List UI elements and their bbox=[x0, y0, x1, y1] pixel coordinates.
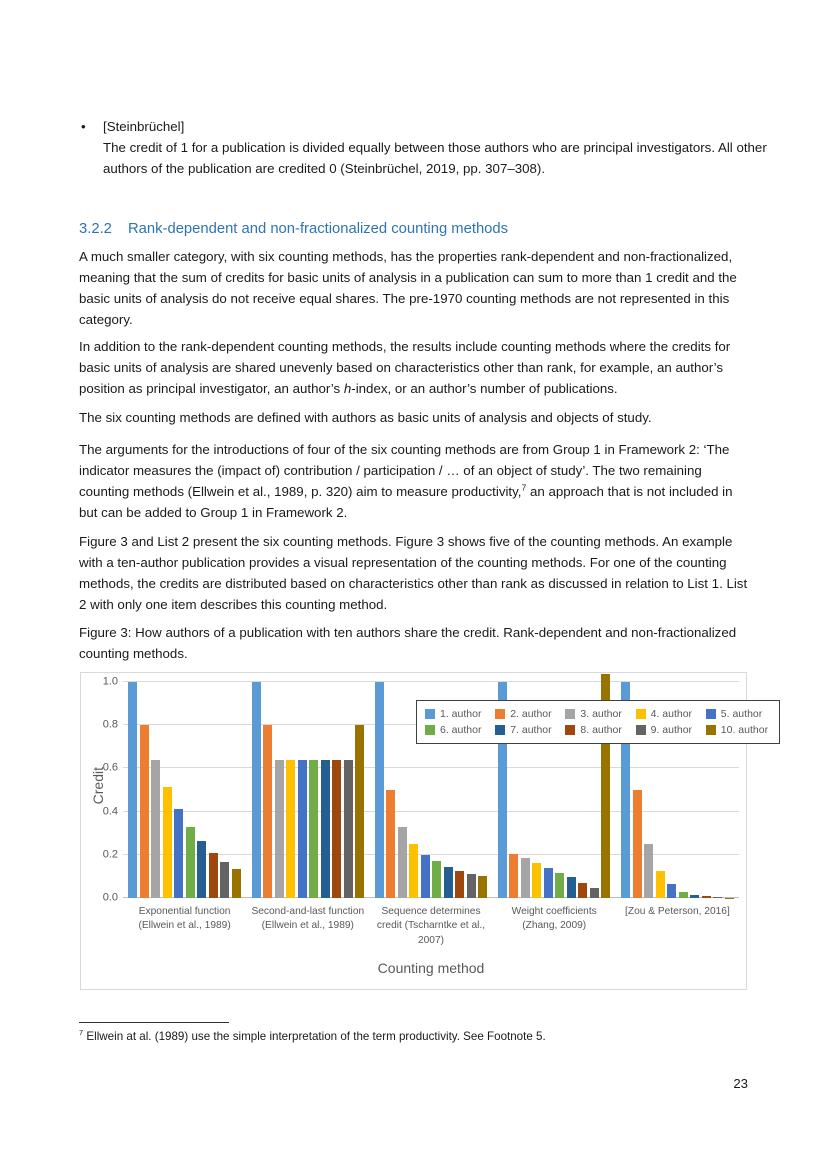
x-axis-title: Counting method bbox=[377, 960, 485, 976]
bar bbox=[321, 760, 330, 898]
bar bbox=[555, 873, 564, 898]
bar bbox=[467, 874, 476, 898]
bar bbox=[140, 725, 149, 898]
legend-label: 1. author bbox=[440, 707, 482, 720]
legend-swatch-icon bbox=[495, 725, 505, 735]
legend-label: 10. author bbox=[720, 724, 769, 737]
bar bbox=[509, 854, 518, 898]
bar bbox=[386, 790, 395, 898]
bar bbox=[532, 863, 541, 898]
paragraph: Figure 3 and List 2 present the six counting methods. Figure 3 shows five of the counting methods. An example with a ten-author publication provides a visual representation of the counting methods. For one of the counting methods, the credits are distributed based on characteristics other than rank as discussed in relation to List 1. List 2 with only one item describes this counting method. bbox=[79, 534, 748, 612]
x-category-label: Exponential function (Ellwein et al., 1989) bbox=[138, 906, 231, 932]
legend-label: 3. author bbox=[580, 707, 622, 720]
legend-entry bbox=[425, 708, 495, 720]
h-index-variable: h bbox=[343, 381, 352, 396]
bar bbox=[667, 884, 676, 898]
footnote bbox=[79, 1029, 748, 1045]
legend-swatch-icon bbox=[636, 709, 646, 719]
bullet-term: [Steinbrüchel] bbox=[103, 119, 185, 134]
bar bbox=[375, 682, 384, 898]
bar bbox=[432, 861, 441, 898]
bar bbox=[455, 871, 464, 898]
bar bbox=[252, 682, 261, 898]
section-number: 3.2.2 bbox=[79, 221, 112, 237]
bar bbox=[275, 760, 284, 898]
section-title: Rank-dependent and non-fractionalized counting methods bbox=[128, 221, 509, 237]
bar bbox=[656, 871, 665, 898]
bullet-icon: • bbox=[81, 119, 86, 134]
bar bbox=[690, 895, 699, 898]
bar bbox=[186, 827, 195, 898]
plot-area bbox=[123, 674, 769, 898]
legend-entry bbox=[706, 724, 776, 736]
legend-label: 7. author bbox=[510, 724, 552, 737]
legend-swatch-icon bbox=[636, 725, 646, 735]
paragraph-text: In addition to the rank-dependent counting methods, the results include counting methods where the credits for basic units of analysis are shared unevenly based on characteristics other than rank, for example, an author’s position as principal investigator, an author’s bbox=[79, 339, 731, 396]
section-heading bbox=[79, 219, 508, 239]
legend-label: 5. author bbox=[720, 707, 763, 720]
bar bbox=[590, 888, 599, 898]
x-category-label: Sequence determines credit (Tscharntke et al., 2007) bbox=[376, 906, 486, 946]
figure-3-chart bbox=[80, 672, 769, 990]
footnote-text: Ellwein at al. (1989) use the simple interpretation of the term productivity. See Footnote 5. bbox=[83, 1030, 546, 1043]
bar bbox=[578, 883, 587, 898]
bar-group bbox=[246, 674, 369, 898]
legend-entry bbox=[636, 724, 706, 736]
legend-swatch-icon bbox=[425, 725, 435, 735]
bar bbox=[478, 876, 487, 898]
bar bbox=[544, 868, 553, 898]
bar bbox=[197, 841, 206, 898]
bar bbox=[444, 867, 453, 898]
bar bbox=[713, 897, 722, 898]
bar bbox=[567, 877, 576, 898]
bar bbox=[263, 725, 272, 898]
bar bbox=[633, 790, 642, 898]
footnote-reference: 7 bbox=[521, 482, 527, 493]
bar bbox=[679, 892, 688, 898]
x-category-label: Weight coefficients (Zhang, 2009) bbox=[511, 906, 597, 932]
paragraph: A much smaller category, with six counting methods, has the properties rank-dependent and non-fractionalized, meaning that the sum of credits for basic units of analysis in a publication can sum to more than 1 credit and the basic units of analysis do not receive equal shares. The pre-1970 counting methods are not represented in this category. bbox=[79, 249, 737, 327]
paragraph-text: -index, or an author’s number of publications. bbox=[351, 381, 618, 396]
x-category-label: Second-and-last function (Ellwein et al., 1989) bbox=[251, 906, 365, 932]
bar bbox=[409, 844, 418, 898]
legend-label: 9. author bbox=[650, 724, 693, 737]
bullet-body: The credit of 1 for a publication is divided equally between those authors who are principal investigators. All other authors of the publication are credited 0 (Steinbrüchel, 2019, pp. 307–308). bbox=[103, 140, 767, 176]
bar bbox=[232, 869, 241, 898]
y-tick-label: 1.0 bbox=[102, 675, 118, 688]
legend-swatch-icon bbox=[565, 709, 575, 719]
y-tick-label: 0.8 bbox=[102, 718, 118, 731]
bar bbox=[151, 760, 160, 898]
y-axis-title: Credit bbox=[90, 767, 106, 805]
bar bbox=[421, 855, 430, 898]
x-labels bbox=[123, 905, 739, 948]
legend-label: 4. author bbox=[650, 707, 693, 720]
paragraph-text: The arguments for the introductions of four of the six counting methods are from Group 1 in Framework 2: ‘The indicator measures the (impact of) contribution / participation / … of an object of study’. The two remaining counting methods (Ellwein et al., 1989, p. 320) aim to measure productivity, bbox=[79, 442, 730, 499]
bar-group bbox=[123, 674, 246, 898]
bar bbox=[521, 858, 530, 898]
legend-entry bbox=[706, 708, 776, 720]
legend-entry bbox=[495, 708, 565, 720]
legend-entry bbox=[495, 724, 565, 736]
footnote-separator bbox=[79, 1022, 229, 1023]
bar bbox=[220, 862, 229, 898]
paragraph-text: an approach that is not included in but can be added to Group 1 in Framework 2. bbox=[79, 484, 733, 520]
y-tick-label: 0.4 bbox=[102, 805, 118, 818]
bar bbox=[209, 853, 218, 898]
legend-label: 6. author bbox=[440, 724, 482, 737]
bar bbox=[174, 809, 183, 898]
paragraph bbox=[79, 336, 748, 399]
page-number: 23 bbox=[733, 1076, 748, 1091]
legend-label: 8. author bbox=[580, 724, 622, 737]
bar bbox=[128, 682, 137, 898]
bar bbox=[163, 787, 172, 898]
legend-entry bbox=[565, 708, 635, 720]
bullet-item bbox=[79, 116, 772, 179]
y-tick-label: 0.2 bbox=[102, 848, 118, 861]
x-category-label: [Zou & Peterson, 2016] bbox=[625, 906, 730, 917]
legend-label: 2. author bbox=[510, 707, 552, 720]
bar bbox=[344, 760, 353, 898]
footnote-marker: 7 bbox=[79, 1028, 84, 1038]
legend-swatch-icon bbox=[706, 709, 716, 719]
bar bbox=[332, 760, 341, 898]
legend-entry bbox=[636, 708, 706, 720]
legend-swatch-icon bbox=[706, 725, 716, 735]
bar bbox=[398, 827, 407, 898]
bar bbox=[298, 760, 307, 898]
legend-entry bbox=[425, 724, 495, 736]
bar bbox=[644, 844, 653, 898]
paragraph bbox=[79, 439, 748, 523]
chart-legend bbox=[416, 700, 780, 744]
y-tick-label: 0.6 bbox=[102, 761, 118, 774]
bar bbox=[309, 760, 318, 898]
legend-swatch-icon bbox=[425, 709, 435, 719]
paragraph: The six counting methods are defined with authors as basic units of analysis and objects of study. bbox=[79, 410, 652, 425]
figure-caption: Figure 3: How authors of a publication with ten authors share the credit. Rank-dependent and non-fractionalized counting methods. bbox=[79, 625, 737, 661]
legend-swatch-icon bbox=[565, 725, 575, 735]
bar bbox=[355, 725, 364, 898]
bar bbox=[286, 760, 295, 898]
y-ticks bbox=[91, 674, 118, 904]
legend-entry bbox=[565, 724, 635, 736]
legend-swatch-icon bbox=[495, 709, 505, 719]
y-tick-label: 0.0 bbox=[102, 891, 118, 904]
bar bbox=[702, 896, 711, 898]
